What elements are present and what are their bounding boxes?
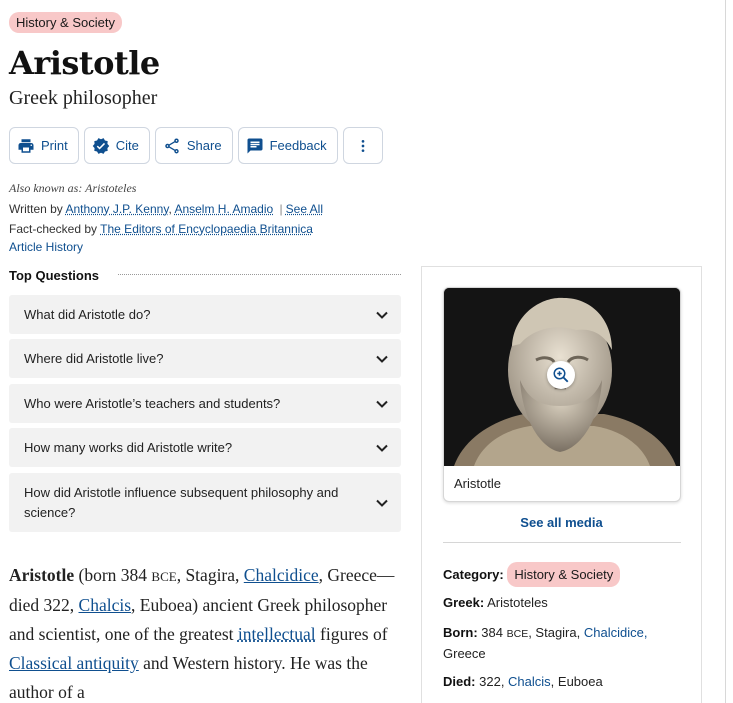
see-all-authors-link[interactable]: See All xyxy=(285,202,323,216)
article-history-link[interactable]: Article History xyxy=(9,240,84,254)
body-text-segment: , Stagira, xyxy=(176,565,244,585)
category-value-tag[interactable]: History & Society xyxy=(507,562,620,587)
chalcidice-link[interactable]: Chalcidice xyxy=(243,565,319,585)
aristotle-bust-image[interactable] xyxy=(444,288,681,466)
author-link[interactable]: Anselm H. Amadio xyxy=(174,202,274,216)
zoom-in-button[interactable] xyxy=(547,361,575,389)
printer-icon xyxy=(17,137,35,155)
zoom-in-icon xyxy=(552,366,570,384)
fact-label: Died: xyxy=(443,674,476,689)
top-questions-heading: Top Questions xyxy=(9,268,100,283)
written-by: Written by Anthony J.P. Kenny, Anselm H. Amadio | See All xyxy=(9,202,323,216)
chevron-down-icon xyxy=(376,400,388,408)
fact-greek xyxy=(443,593,683,612)
chalcis-link[interactable]: Chalcis xyxy=(78,595,132,615)
fact-value: 384 xyxy=(481,625,507,640)
fact-label: Born: xyxy=(443,625,478,640)
question-item[interactable] xyxy=(9,428,401,467)
intellectual-link[interactable]: intellectual xyxy=(237,624,316,644)
share-icon xyxy=(163,137,181,155)
fact-born xyxy=(443,623,683,663)
body-text-segment: figures of xyxy=(315,624,388,644)
question-item[interactable] xyxy=(9,295,401,334)
separator: | xyxy=(279,202,283,216)
question-text: How did Aristotle influence subsequent philosophy and science? xyxy=(24,484,339,520)
fact-label: Category: xyxy=(443,567,504,582)
chevron-down-icon xyxy=(376,444,388,452)
question-item[interactable] xyxy=(9,339,401,378)
fact-checked-by xyxy=(9,222,313,236)
cite-button[interactable] xyxy=(84,127,150,164)
question-text: How many works did Aristotle write? xyxy=(24,439,233,455)
body-text-segment: , Euboea) ancient Greek philosopher and scientist, one of the greatest xyxy=(9,595,388,644)
fact-value: Greece xyxy=(443,646,486,661)
top-questions-divider xyxy=(118,274,401,275)
chevron-down-icon xyxy=(376,499,388,507)
fact-value: Aristoteles xyxy=(487,595,548,610)
body-text-segment: , Greece—died 322, xyxy=(9,565,395,615)
fact-checker-link[interactable]: The Editors of Encyclopaedia Britannica xyxy=(100,222,313,236)
body-text-segment: (born 384 xyxy=(74,565,152,585)
feedback-button[interactable] xyxy=(238,127,338,164)
sidebar-divider xyxy=(443,542,681,543)
chevron-down-icon xyxy=(376,311,388,319)
share-label: Share xyxy=(186,138,222,153)
more-vertical-icon xyxy=(355,138,371,154)
fact-value: , Stagira, xyxy=(528,625,584,640)
article-toolbar xyxy=(9,127,383,164)
page-title: Aristotle xyxy=(9,44,160,82)
question-text: What did Aristotle do? xyxy=(24,306,151,322)
written-by-label: Written by xyxy=(9,202,63,216)
page-right-border xyxy=(725,0,726,703)
question-text: Where did Aristotle live? xyxy=(24,350,164,366)
era-abbrev: BCE xyxy=(151,569,177,584)
article-body-paragraph xyxy=(9,561,409,703)
body-text-segment: and Western history. He was the author of a xyxy=(9,653,368,702)
feedback-label: Feedback xyxy=(269,138,327,153)
question-item[interactable] xyxy=(9,384,401,423)
category-tag[interactable]: History & Society xyxy=(9,12,122,33)
fact-label: Greek: xyxy=(443,595,485,610)
chalcidice-link[interactable]: Chalcidice, xyxy=(583,625,648,640)
facts-sidebar xyxy=(421,266,702,703)
fact-category xyxy=(443,562,683,587)
fact-died xyxy=(443,672,683,691)
chalcis-link[interactable]: Chalcis xyxy=(508,674,551,689)
fact-checked-label: Fact-checked by xyxy=(9,222,98,236)
page-subtitle: Greek philosopher xyxy=(9,87,158,109)
print-button[interactable] xyxy=(9,127,79,164)
media-caption: Aristotle xyxy=(454,476,501,491)
era-abbrev: BCE xyxy=(506,628,529,640)
subject-name: Aristotle xyxy=(9,565,75,585)
author-link[interactable]: Anthony J.P. Kenny xyxy=(65,202,169,216)
question-item[interactable] xyxy=(9,473,401,532)
also-known-as: Also known as: Aristoteles xyxy=(9,181,137,195)
share-button[interactable] xyxy=(155,127,233,164)
more-options-button[interactable] xyxy=(343,127,383,164)
verified-badge-icon xyxy=(92,137,110,155)
print-label: Print xyxy=(41,138,68,153)
see-all-media-link[interactable]: See all media xyxy=(520,515,603,530)
cite-label: Cite xyxy=(115,138,139,153)
media-card[interactable] xyxy=(443,287,681,502)
fact-value: , Euboea xyxy=(550,674,603,689)
feedback-message-icon xyxy=(246,137,264,155)
classical-antiquity-link[interactable]: Classical antiquity xyxy=(9,653,139,673)
fact-value: 322, xyxy=(479,674,509,689)
chevron-down-icon xyxy=(376,355,388,363)
question-text: Who were Aristotle’s teachers and students? xyxy=(24,395,281,411)
